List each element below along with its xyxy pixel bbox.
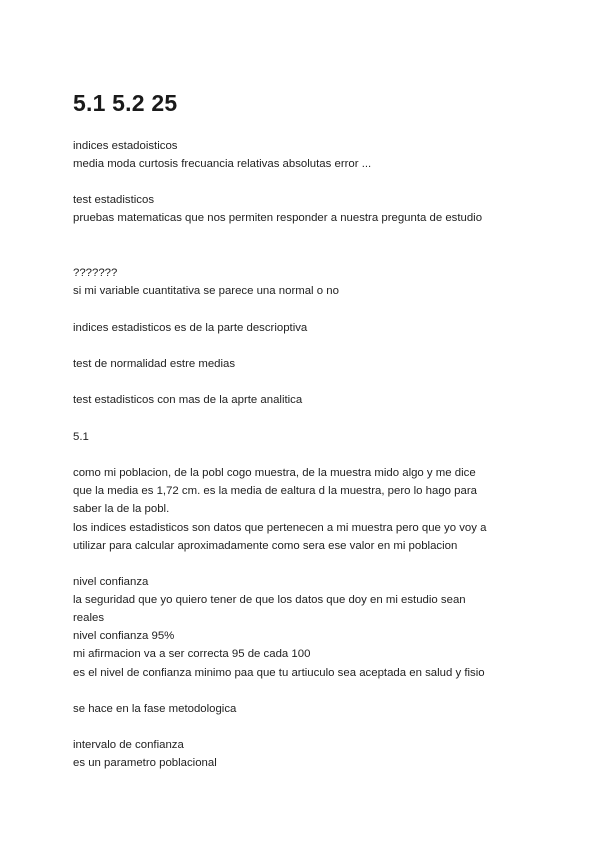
text-line: es el nivel de confianza minimo paa que tu artiuculo sea aceptada en salud y fisio [73,667,485,679]
text-line: reales [73,612,105,624]
text-line: saber la de la pobl. [73,503,170,515]
text-line: nivel confianza 95% [73,630,175,642]
text-line: ??????? [73,267,118,279]
text-line: los indices estadisticos son datos que pertenecen a mi muestra pero que yo voy a [73,522,487,534]
text-line: que la media es 1,72 cm. es la media de ealtura d la muestra, pero lo hago para [73,485,477,497]
text-line: test estadisticos [73,194,155,206]
text-line: test de normalidad estre medias [73,358,236,370]
text-line: es un parametro poblacional [73,757,217,769]
text-line: nivel confianza [73,576,149,588]
page-title: 5.1 5.2 25 [73,90,178,116]
text-line: test estadisticos con mas de la aprte analitica [73,394,303,406]
text-line: media moda curtosis frecuancia relativas absolutas error ... [73,158,372,170]
text-line: utilizar para calcular aproximadamente como sera ese valor en mi poblacion [73,540,458,552]
text-line: indices estadoisticos [73,140,178,152]
text-line: indices estadisticos es de la parte descrioptiva [73,322,308,334]
text-line: intervalo de confianza [73,739,184,751]
text-line: como mi poblacion, de la pobl cogo muestra, de la muestra mido algo y me dice [73,467,476,479]
text-line: si mi variable cuantitativa se parece una normal o no [73,285,339,297]
text-line: 5.1 [73,431,89,443]
text-line: pruebas matematicas que nos permiten responder a nuestra pregunta de estudio [73,212,483,224]
text-line: mi afirmacion va a ser correcta 95 de cada 100 [73,648,311,660]
text-line: se hace en la fase metodologica [73,703,237,715]
text-line: la seguridad que yo quiero tener de que los datos que doy en mi estudio sean [73,594,466,606]
